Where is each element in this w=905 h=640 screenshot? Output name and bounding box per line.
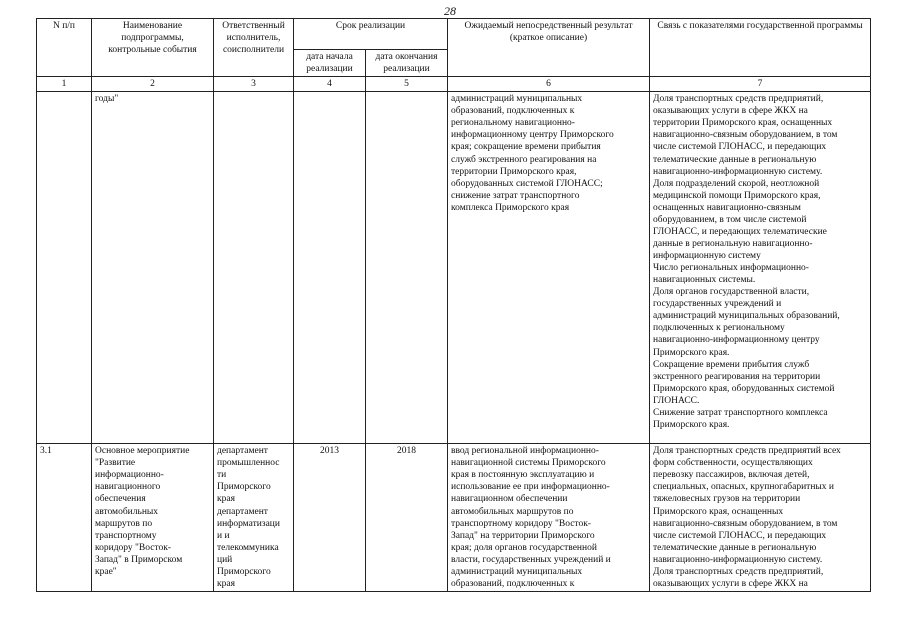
row-num: 3.1 bbox=[37, 444, 92, 592]
row-num bbox=[37, 92, 92, 444]
row-result: ввод региональной информационно- навигационной системы Приморского края в постоянную эксплуатацию и использование ее при информационно- навигационном обеспечении автомобильных маршрутов по транспортному коридору "Восток- Запад" на территории Приморского края; доля органов государственной власти, государственных учреждений и администраций муниципальных образований, подключенных к bbox=[448, 444, 650, 592]
header-start-date: дата начала реализации bbox=[294, 50, 366, 77]
row-name: Основное мероприятие "Развитие информационно- навигационного обеспечения автомобильных маршрутов по транспортному коридору "Восток- Запад" в Приморском крае" bbox=[92, 444, 214, 592]
column-number: 5 bbox=[366, 77, 448, 92]
row-end bbox=[366, 92, 448, 444]
column-number: 1 bbox=[37, 77, 92, 92]
row-end: 2018 bbox=[366, 444, 448, 592]
row-responsible bbox=[214, 92, 294, 444]
column-number: 2 bbox=[92, 77, 214, 92]
column-number: 4 bbox=[294, 77, 366, 92]
header-indicators: Связь с показателями государственной программы bbox=[650, 19, 871, 77]
table-row bbox=[37, 92, 871, 444]
header-responsible: Ответственный исполнитель, соисполнители bbox=[214, 19, 294, 77]
column-number: 3 bbox=[214, 77, 294, 92]
column-number: 7 bbox=[650, 77, 871, 92]
header-name: Наименование подпрограммы, контрольные события bbox=[92, 19, 214, 77]
row-start: 2013 bbox=[294, 444, 366, 592]
row-start bbox=[294, 92, 366, 444]
row-responsible: департамент промышленнос ти Приморского края департамент информатизаци и и телекоммуника ций Приморского края bbox=[214, 444, 294, 592]
header-result: Ожидаемый непосредственный результат (краткое описание) bbox=[448, 19, 650, 77]
row-name: годы" bbox=[92, 92, 214, 444]
row-result: администраций муниципальных образований, подключенных к региональному навигационно- информационному центру Приморского края; сокращение времени прибытия служб экстренного реагирования на территории Приморского края, оборудованных системой ГЛОНАСС; снижение затрат транспортного комплекса Приморского края bbox=[448, 92, 650, 444]
header-end-date: дата окончания реализации bbox=[366, 50, 448, 77]
row-indicators: Доля транспортных средств предприятий, оказывающих услуги в сфере ЖКХ на территории Приморского края, оснащенных навигационно-связным оборудованием, в том числе системой ГЛОНАСС, и передающих телематические данные в региональную навигационно-информационную систему. Доля подразделений скорой, неотложной медицинской помощи Приморского края, оснащенных навигационно-связным оборудованием, в том числе системой ГЛОНАСС, и передающих телематические данные в региональную навигационно- информационную систему Число региональных информационно- навигационных системы. Доля органов государственной власти, государственных учреждений и администраций муниципальных образований, подключенных к региональному навигационно-информационному центру Приморского края. Сокращение времени прибытия служб экстренного реагирования на территории Приморского края, оборудованных системой ГЛОНАСС. Снижение затрат транспортного комплекса Приморского края. bbox=[650, 92, 871, 444]
page-number: 28 bbox=[444, 4, 456, 18]
program-table bbox=[36, 18, 871, 592]
column-number: 6 bbox=[448, 77, 650, 92]
header-num: N п/п bbox=[37, 19, 92, 77]
header-period: Срок реализации bbox=[294, 19, 448, 50]
table-row bbox=[37, 444, 871, 592]
row-indicators: Доля транспортных средств предприятий всех форм собственности, осуществляющих перевозку пассажиров, включая детей, специальных, опасных, крупногабаритных и тяжеловесных грузов на территории Приморского края, оснащенных навигационно-связным оборудованием, в том числе системой ГЛОНАСС, и передающих телематические данные в региональную навигационно-информационную систему. Доля транспортных средств предприятий, оказывающих услуги в сфере ЖКХ на bbox=[650, 444, 871, 592]
